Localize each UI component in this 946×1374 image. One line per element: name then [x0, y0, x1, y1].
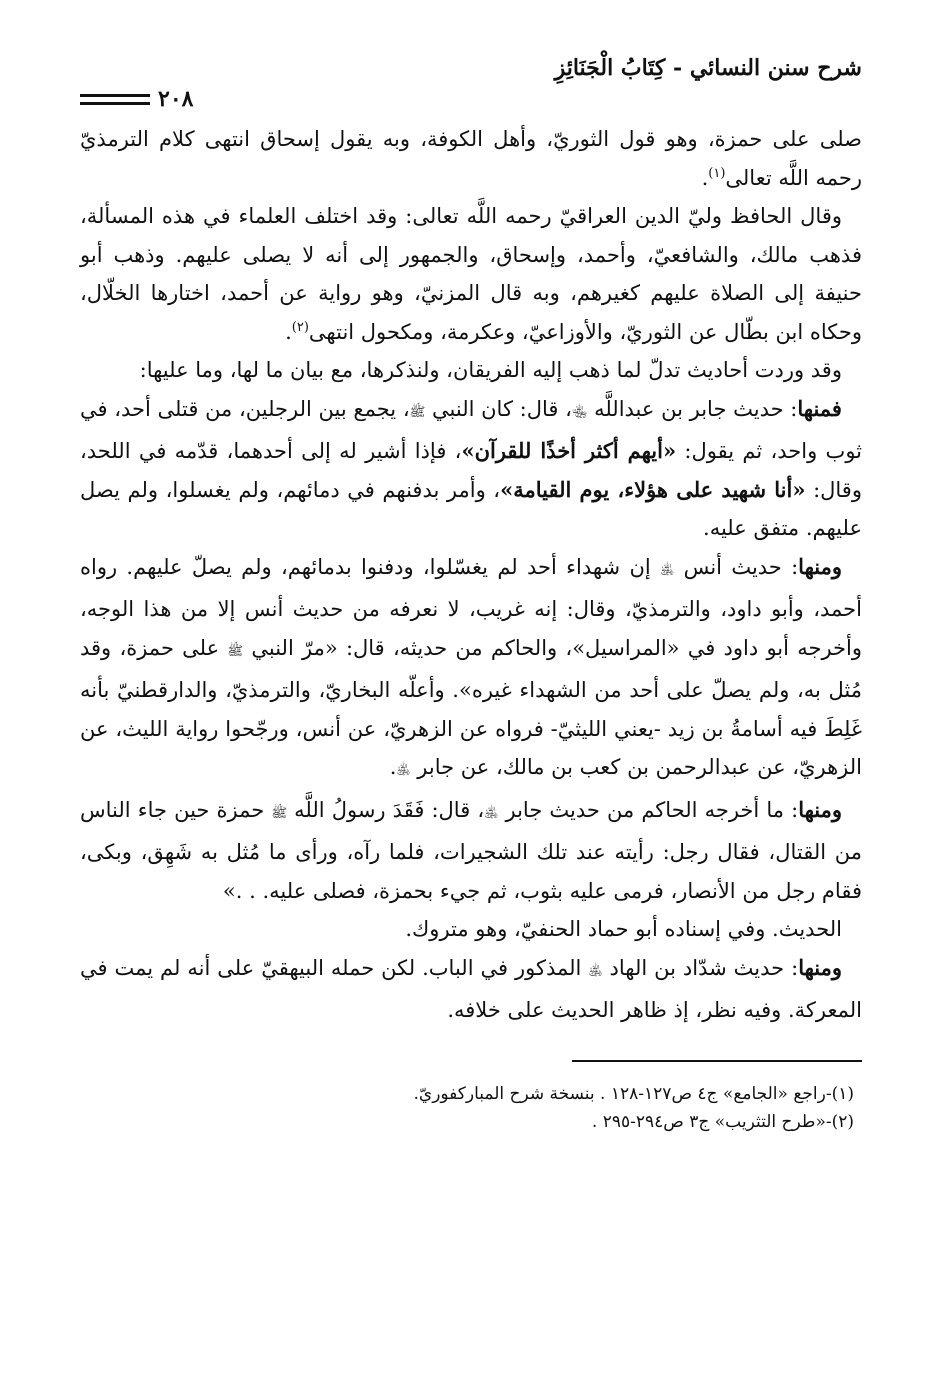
paragraph-5-part-d: .: [389, 755, 397, 779]
paragraph-1-end: .: [701, 165, 709, 190]
paragraph-4-part-b: ، قال: كان النبي: [432, 396, 572, 421]
footnote-2: (٢)-«طرح التثريب» ج٣ ص٢٩٤-٢٩٥ .: [591, 1111, 854, 1132]
paragraph-5-part-c: على حمزة، وقد مُثل به، ولم يصلّ على أحد من الشهداء غيره». وأعلّه البخاريّ، والترمذيّ، والدارقطنيّ بأنه غَلِطَ فيه أسامةُ بن زيد -يعني الليثيّ- فرواه عن الزهريّ، عن أنس، ورجّحوا رواية الليث، عن الزهريّ، عن عبدالرحمن بن كعب بن مالك، عن جابر: [80, 635, 862, 779]
paragraph-4-part-d: ، فإذا أشير له إلى أحدهما، قدّمه في اللحد، وقال:: [80, 439, 862, 502]
paragraph-1: [80, 120, 862, 197]
paragraph-4-part-c: ، يجمع بين الرجلين، من قتلى أحد، في ثوب واحد، ثم يقول:: [80, 396, 863, 463]
radi-icon: ﵁: [588, 963, 603, 979]
radi-icon: ﵁: [396, 763, 411, 778]
paragraph-5: [80, 548, 862, 791]
paragraph-3: [80, 351, 862, 390]
paragraph-8-lead: ومنها: [798, 954, 842, 980]
paragraph-1-text: صلى على حمزة، وهو قول الثوريّ، وأهل الكوفة، وبه يقول إسحاق انتهى كلام الترمذيّ رحمه اللَّه تعالى: [80, 127, 862, 190]
paragraph-6-lead: ومنها: [798, 796, 842, 822]
paragraph-4-quote-1: «أيهم أكثر أخذًا للقرآن»: [461, 438, 677, 463]
running-title: شرح سنن النسائي - كِتَابُ الْجَنَائِزِ: [554, 55, 862, 81]
radi-icon: ﵁: [660, 562, 675, 578]
paragraph-7-text: الحديث. وفي إسناده أبو حماد الحنفيّ، وهو متروك.: [405, 917, 842, 941]
paragraph-4-quote-2: «أنا شهيد على هؤلاء، يوم القيامة»: [500, 476, 806, 502]
paragraph-4: [80, 390, 862, 548]
header-double-rule: [80, 94, 150, 105]
paragraph-2: [80, 197, 862, 351]
paragraph-7: [80, 910, 862, 949]
paragraph-4-part-a: : حديث جابر بن عبداللَّه: [594, 396, 798, 421]
footnote-ref-2: (٢): [291, 319, 309, 335]
footnote-separator: [572, 1060, 862, 1062]
page-number: ٢٠٨: [158, 86, 194, 112]
paragraph-5-part-a: : حديث أنس: [683, 554, 799, 579]
paragraph-6-part-b: ، قال: فَقَدَ رسولُ اللَّه: [294, 797, 485, 822]
paragraph-4-lead: فمنها: [797, 395, 842, 421]
radi-dual-icon: ﵄: [571, 404, 588, 420]
book-page: [80, 50, 862, 1136]
salawat-icon: ﷺ: [409, 404, 426, 420]
footnote-1: (١)-راجع «الجامع» ج٤ ص١٢٧-١٢٨ . بنسخة شرح المباركفوريّ.: [413, 1083, 854, 1104]
paragraph-8: [80, 949, 862, 1030]
paragraph-2-text: وقال الحافظ وليّ الدين العراقيّ رحمه اللَّه تعالى: وقد اختلف العلماء في هذه المسألة، فذهب مالك، والشافعيّ، وأحمد، وإسحاق، والجمهور إلى أنه لا يصلى عليهم. وذهب أبو حنيفة إلى الصلاة عليهم كغيرهم، وبه قال المزنيّ، وهو رواية عن أحمد، اختارها الخلّال، وحكاه ابن بطّال عن الثوريّ، والأوزاعيّ، وعكرمة، ومكحول انتهى: [80, 204, 862, 344]
paragraph-4-part-e: ، وأمر بدفنهم في دمائهم، ولم يغسلوا، ولم يصل عليهم. متفق عليه.: [80, 477, 862, 540]
footnotes: [80, 1080, 862, 1136]
paragraph-6: [80, 791, 862, 911]
paragraph-2-end: .: [285, 319, 292, 344]
paragraph-3-text: وقد وردت أحاديث تدلّ لما ذهب إليه الفريقان، ولنذكرها، مع بيان ما لها، وما عليها:: [139, 358, 842, 382]
paragraph-5-part-b: إن شهداء أحد لم يغسّلوا، ودفنوا بدمائهم، ولم يصلّ عليهم. رواه أحمد، وأبو داود، والترمذيّ، وقال: إنه غريب، لا نعرفه من حديث أنس إلا من هذا الوجه، وأخرجه أبو داود في «المراسيل»، والحاكم من حديثه، قال: «مرّ النبي: [80, 554, 863, 660]
paragraph-6-part-a: : ما أخرجه الحاكم من حديث جابر: [505, 797, 799, 822]
page-header: [80, 50, 862, 112]
salawat-icon: ﷺ: [271, 805, 288, 821]
paragraph-8-part-a: : حديث شدّاد بن الهاد: [609, 955, 799, 980]
footnote-ref-1: (١): [708, 165, 726, 181]
paragraph-5-lead: ومنها: [798, 553, 842, 579]
salawat-icon: ﷺ: [227, 643, 244, 659]
paragraph-6-part-c: حمزة حين جاء الناس من القتال، فقال رجل: رأيته عند تلك الشجيرات، فلما رآه، ورأى ما مُثل به شَهِق، وبكى، فقام رجل من الأنصار، فرمى عليه بثوب، ثم جيء بحمزة، فصلى عليه. . .»: [80, 797, 862, 903]
radi-icon: ﵁: [484, 805, 499, 821]
page-number-block: [80, 86, 193, 112]
paragraph-8-part-b: المذكور في الباب. لكن حمله البيهقيّ على أنه لم يمت في المعركة. وفيه نظر، إذ ظاهر الحديث على خلافه.: [80, 955, 862, 1022]
main-text: [80, 120, 862, 1030]
